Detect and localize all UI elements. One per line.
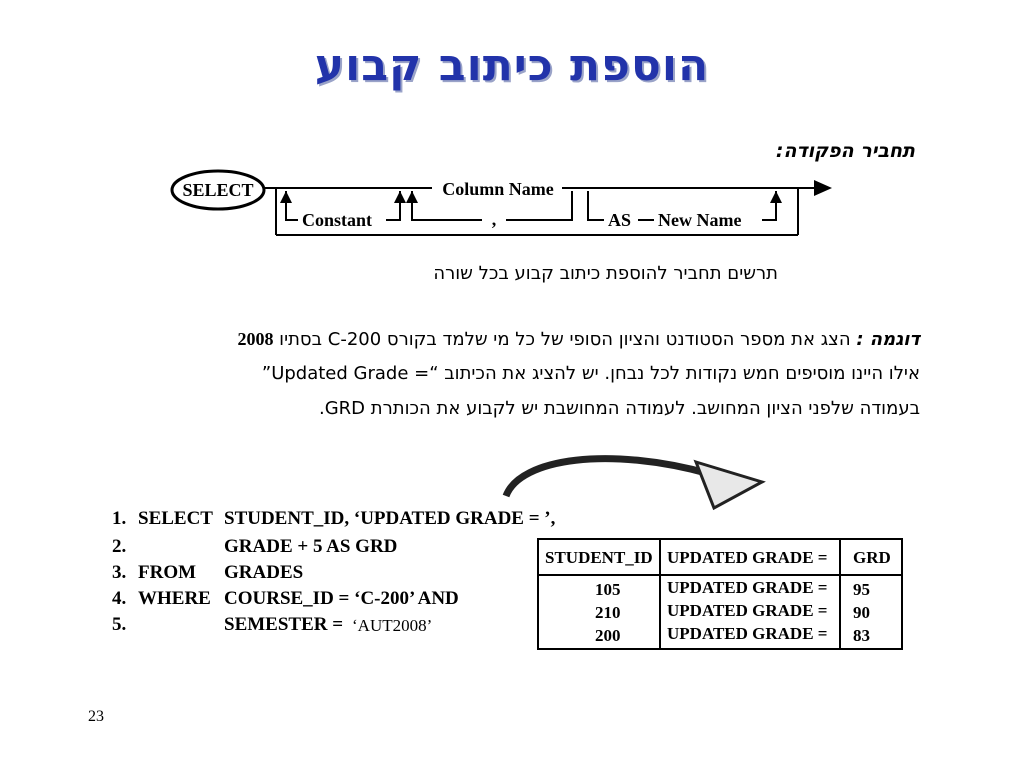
example-year: 2008: [237, 329, 274, 349]
result-table: [537, 538, 903, 650]
result-header-cell: UPDATED GRADE =: [667, 548, 828, 567]
example-text-1: הצג את מספר הסטודנט והציון הסופי של כל מי שלמד בקורס C-200 בסתיו: [279, 329, 851, 350]
end-arrow-icon: [814, 180, 832, 196]
syntax-diagram: [160, 165, 840, 245]
result-cell: 83: [853, 626, 870, 645]
result-cell: UPDATED GRADE =: [667, 578, 828, 597]
syntax-select: SELECT: [182, 180, 254, 200]
result-cell: UPDATED GRADE =: [667, 601, 828, 620]
result-cell: UPDATED GRADE =: [667, 624, 828, 643]
syntax-comma: ,: [491, 209, 497, 229]
loop-arrow-icon: [280, 191, 292, 203]
page-number: 23: [88, 708, 104, 725]
example-line-2: אילו היינו מוסיפים חמש נקודות לכל נבחן. יש להציג את הכיתוב “= Updated Grade”: [261, 363, 920, 384]
result-cell: 105: [595, 580, 621, 599]
result-cell: 200: [595, 626, 621, 645]
example-line-1: [90, 327, 920, 352]
example-line-3: בעמודה שלפני הציון המחושב. לעמודה המחושבת יש לקבוע את הכותרת GRD.: [318, 398, 920, 419]
syntax-as: AS: [608, 210, 632, 230]
result-cell: 95: [853, 580, 870, 599]
result-cell: 210: [595, 603, 621, 622]
slide-title: הוספת כיתוב קבוע: [314, 40, 710, 91]
loop-arrow-icon: [394, 191, 406, 203]
curved-arrow-icon: [500, 448, 770, 518]
syntax-column-name: Column Name: [442, 179, 554, 199]
example-label: דוגמה :: [856, 329, 920, 350]
result-header-cell: STUDENT_ID: [545, 548, 653, 567]
loop-arrow-icon: [770, 191, 782, 203]
result-cell: 90: [853, 603, 870, 622]
syntax-constant: Constant: [302, 210, 373, 230]
diagram-caption: תרשים תחביר להוספת כיתוב קבוע בכל שורה: [433, 263, 778, 284]
result-header-cell: GRD: [853, 548, 891, 567]
loop-arrow-icon: [406, 191, 418, 203]
syntax-label: תחביר הפקודה:: [775, 140, 915, 162]
syntax-new-name: New Name: [658, 210, 742, 230]
semester-value: ‘AUT2008’: [352, 616, 433, 635]
